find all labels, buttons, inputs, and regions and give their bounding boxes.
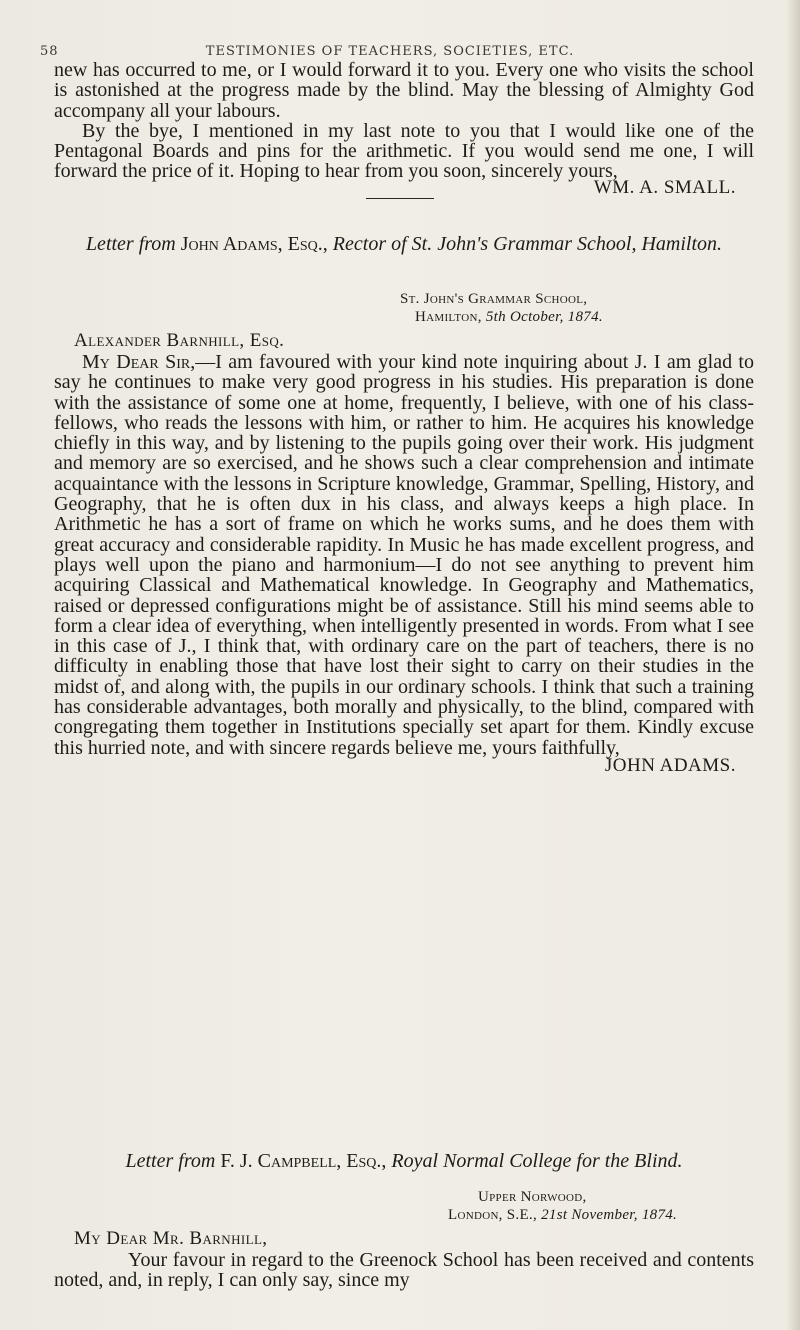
letter-adams-text (54, 352, 754, 758)
heading-prefix: Letter from (85, 233, 176, 255)
letter-small-signature: WM. A. SMALL. (593, 176, 736, 198)
heading-prefix: Letter from (125, 1150, 216, 1172)
heading-name: F. J. Campbell, Esq., (220, 1150, 387, 1172)
page-number: 58 (40, 44, 59, 59)
letter-adams-recipient: Alexander Barnhill, Esq. (74, 330, 285, 351)
letter-adams-heading (54, 233, 754, 255)
letter-campbell-heading (54, 1150, 754, 1172)
address-date: 5th October, 1874. (485, 309, 603, 325)
heading-rest: Royal Normal College for the Blind. (391, 1150, 683, 1172)
letter-adams-salutation: My Dear Sir, (82, 351, 196, 373)
letter-small-ending (54, 60, 754, 198)
letter-campbell-body (54, 1250, 754, 1291)
address-place: Hamilton, (415, 309, 482, 325)
letter-campbell-address-line1: Upper Norwood, (478, 1189, 587, 1205)
address-date: 21st November, 1874. (541, 1207, 678, 1223)
address-place: London, S.E., (448, 1207, 538, 1223)
letter-campbell-address-line2 (448, 1206, 677, 1224)
page-edge-shadow (786, 0, 800, 1330)
letter-small-text: new has occurred to me, or I would forward it to you. Every one who visits the school is astonished at the progress made by the blind. May the blessing of Almighty God accompany all your labours. (54, 59, 754, 122)
section-divider (366, 198, 434, 199)
letter-adams-paragraph: —I am favoured with your kind note inquiring about J. I am glad to say he continues to make very good progress in his studies. His preparation is done with the assistance of some one at home, frequently, I believe, with one of his class-fellows, who reads the lessons with him, or rather to him. He acquires his knowledge chiefly in this way, and by listening to the pupils going over their work. His judgment and memory are so exercised, and he shows such a clear comprehension and intimate acquaintance with the lessons in Scripture knowledge, Grammar, Spelling, History, and Geography, that he is often dux in his class, and always keeps a high place. In Arithmetic he has a sort of frame on which he works sums, and he does them with great accuracy and considerable rapidity. In Music he has made excellent progress, and plays well upon the piano and harmonium—I do not see anything to prevent him acquiring Classical and Mathematical knowledge. In Geography and Mathematics, raised or depressed configurations might be of assistance. Still his mind seems able to form a clear idea of everything, when intelligently presented in words. From what I see in this case of J., I think that, with ordinary care on the part of teachers, there is no difficulty in enabling those that have lost their sight to carry on their studies in the midst of, and along with, the pupils in our ordinary schools. I think that such a training has considerable advantages, both morally and physically, to the blind, compared with congregating them together in Institutions specially set apart for them. Kindly excuse this hurried note, and with sincere regards believe me, yours faithfully, (54, 351, 754, 759)
letter-adams-body (54, 352, 754, 776)
letter-adams-address-line1: St. John's Grammar School, (400, 291, 588, 307)
heading-name: John Adams, Esq., (180, 233, 328, 255)
heading-rest: Rector of St. John's Grammar School, Hamilton. (332, 233, 723, 255)
letter-adams-address-line2 (415, 308, 603, 326)
running-title: TESTIMONIES OF TEACHERS, SOCIETIES, ETC. (205, 44, 575, 59)
letter-small-postscript: By the bye, I mentioned in my last note to you that I would like one of the Pentagonal Boards and pins for the arithmetic. If you would send me one, I will forward the price of it. Hoping to hear from you soon, sincerely yours, (54, 119, 754, 183)
letter-campbell-paragraph: Your favour in regard to the Greenock School has been received and contents noted, and, in reply, I can only say, since my (54, 1249, 754, 1292)
letter-adams-signature: JOHN ADAMS. (604, 754, 736, 776)
letter-campbell-salutation: My Dear Mr. Barnhill, (74, 1228, 268, 1249)
